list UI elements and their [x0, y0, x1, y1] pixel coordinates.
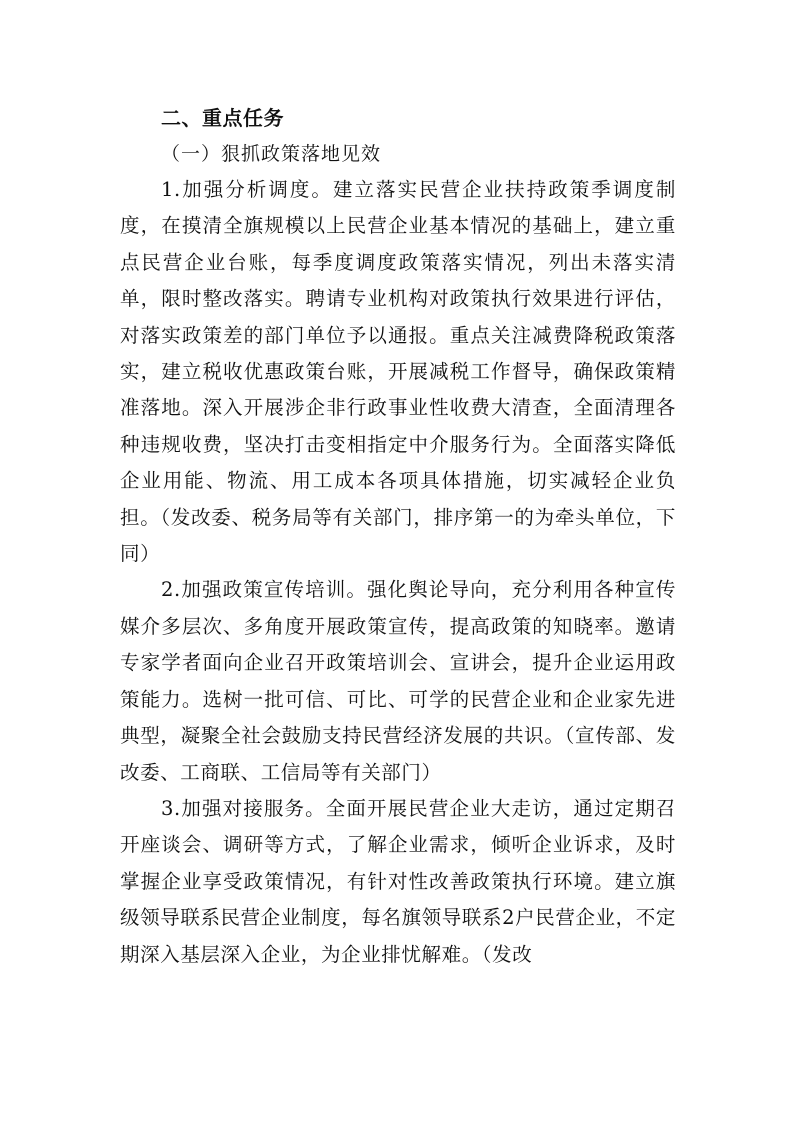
paragraph-analysis-dispatch: 1.加强分析调度。建立落实民营企业扶持政策季调度制度，在摸清全旗规模以上民营企业基本情况的基础上，建立重点民营企业台账，每季度调度政策落实情况，列出未落实清单，限时整改落实。聘请专业机构对政策执行效果进行评估，对落实政策差的部门单位予以通报。重点关注减费降税政策落实，建立税收优惠政策台账，开展减税工作督导，确保政策精准落地。深入开展涉企非行政事业性收费大清查，全面清理各种违规收费，坚决打击变相指定中介服务行为。全面落实降低企业用能、物流、用工成本各项具体措施，切实减轻企业负担。（发改委、税务局等有关部门，排序第一的为牵头单位，下同）: [120, 178, 676, 566]
paragraph-policy-publicity: 2.加强政策宣传培训。强化舆论导向，充分利用各种宣传媒介多层次、多角度开展政策宣传，提高政策的知晓率。邀请专家学者面向企业召开政策培训会、宣讲会，提升企业运用政策能力。选树一批可信、可比、可学的民营企业和企业家先进典型，凝聚全社会鼓励支持民营经济发展的共识。（宣传部、发改委、工商联、工信局等有关部门）: [120, 578, 676, 784]
paragraph-docking-service: 3.加强对接服务。全面开展民营企业大走访，通过定期召开座谈会、调研等方式，了解企业需求，倾听企业诉求，及时掌握企业享受政策情况，有针对性改善政策执行环境。建立旗级领导联系民营企业制度，每名旗领导联系2户民营企业，不定期深入基层深入企业，为企业排忧解难。（发改: [120, 796, 676, 966]
section-heading: 二、重点任务: [161, 106, 284, 130]
subsection-heading: （一）狠抓政策落地见效: [161, 143, 382, 165]
document-body: [120, 100, 676, 973]
